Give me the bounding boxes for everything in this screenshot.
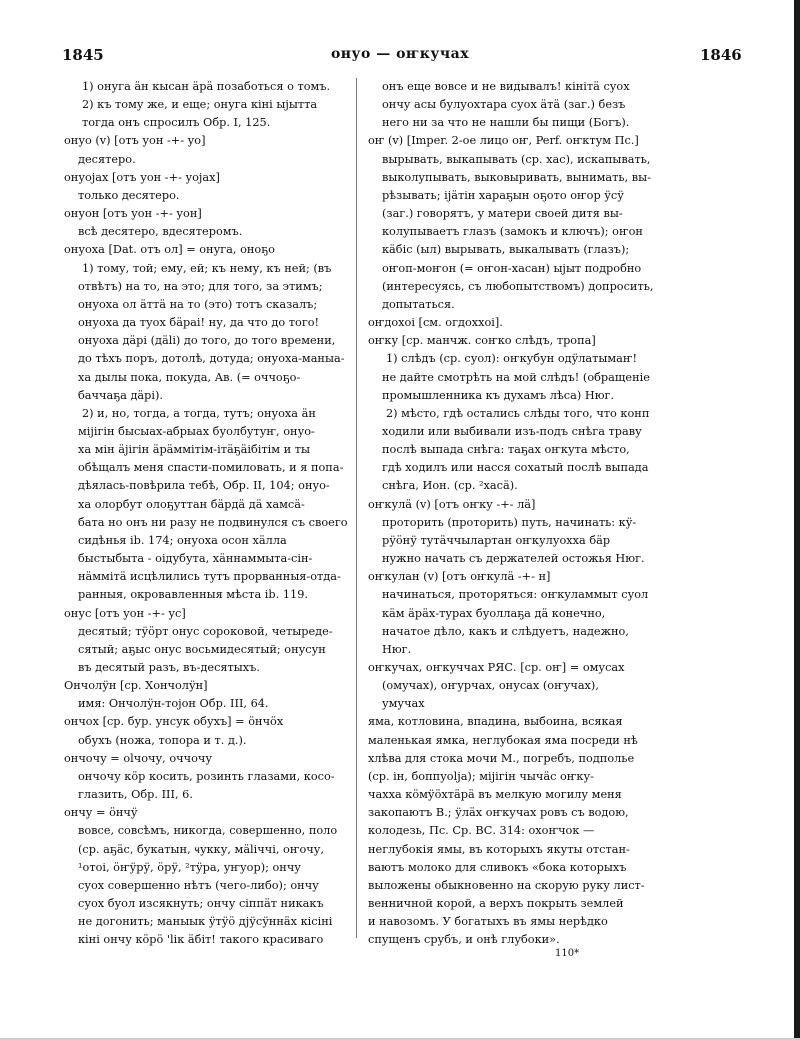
right-column [368, 78, 656, 950]
entry-line: выколупывать, выковыривать, вынимать, вы- [382, 170, 651, 184]
entry-line: обѣщалъ меня спасти-помиловать, и я попа- [78, 461, 344, 475]
entry-line: кӓм ӓрӓх-турах буоллаҕа дӓ конечно, [382, 606, 606, 620]
entry-line: обухъ (ножа, топора и т. д.). [78, 733, 247, 747]
entry-line: ха дылы пока, покуда, Ав. (= оччоҕо- [78, 370, 301, 384]
entry-line: и навозомъ. У богатыхъ въ ямы нерѣдко [368, 915, 608, 929]
left-page-number: 1845 [62, 46, 104, 64]
entry-line: ончочу кӧр косить, розинть глазами, косо- [78, 769, 335, 783]
entry-line: только десятеро. [78, 188, 180, 202]
entry-line: гдѣ ходилъ или насся сохатый послѣ выпада [382, 461, 649, 475]
entry-line: снѣга, Ион. (ср. ²хасӓ). [382, 479, 518, 493]
entry-line: (омучах), оҥурчах, онусах (оҥучах), [382, 679, 599, 693]
entry-line: яма, котловина, впадина, выбоина, всякая [368, 715, 623, 729]
entry-line: оҥ (v) [Imper. 2-ое лицо оҥ, Perf. оҥктум Пс.] [368, 134, 639, 148]
entry-line: ранныя, окровавленныя мѣста ib. 119. [78, 588, 308, 602]
entry-line: суох совершенно нѣтъ (чего-либо); ончу [78, 878, 319, 892]
entry-line: сидѣнья ib. 174; онуоха осон хӓлла [78, 533, 287, 547]
entry-line: ха олорбут олоҕуттан бӓрдӓ дӓ хамсӓ- [78, 497, 305, 511]
entry-line: начатое дѣло, какъ и слѣдуетъ, надежно, [382, 624, 629, 638]
entry-line: онуон [отъ уон -+- уон] [64, 207, 202, 221]
entry-line: ходили или выбивали изъ-подъ снѣга траву [382, 424, 642, 438]
entry-line: оҥдохоі [см. огдоххоі]. [368, 316, 503, 330]
entry-line: маленькая ямка, неглубокая яма посреди нѣ [368, 733, 638, 747]
entry-line: оҥкулан (v) [отъ оҥкулӓ -+- н] [368, 570, 551, 584]
entry-line: (ср. ін, боппуоlја); міјігін чычӓс оҥку- [368, 769, 594, 783]
entry-line: ¹отоі, ӧҥӱрӱ, ӧрӱ, ²тӱра, уҥуор); ончу [78, 860, 301, 874]
entry-line: ончох [ср. бур. унсук обухъ] = ӧнчӧх [64, 715, 284, 729]
entry-line: 2) мѣсто, гдѣ остались слѣды того, что конп [386, 406, 650, 420]
entry-line: бата но онъ ни разу не подвинулся съ своего [78, 515, 348, 529]
entry-line: ончу асы булуохтара суох ӓтӓ (заг.) безъ [382, 98, 626, 112]
entry-line: онуоха да туох бӓраі! ну, да что до того! [78, 316, 320, 330]
entry-line: Нюг. [382, 642, 412, 656]
entry-line: кіні ончу кӧрӧ 'lік ӓбіт! такого красиваго [78, 933, 324, 947]
entry-line: 2) и, но, тогда, а тогда, тутъ; онуоха ӓн [82, 406, 316, 420]
entry-line: проторить (проторить) путь, начинать: кӱ- [382, 515, 637, 529]
entry-line: допытаться. [382, 297, 455, 311]
entry-line: колупываетъ глазъ (замокъ и ключъ); оҥон [382, 225, 643, 239]
entry-line: послѣ выпада снѣга: таҕах оҥкута мѣсто, [382, 443, 630, 457]
entry-line: кӓбіс (ыл) вырывать, выкалывать (глазъ); [382, 243, 630, 257]
entry-line: отвѣтъ) на то, на это; для того, за этимъ; [78, 279, 323, 293]
entry-line: сятый; аҕыс онус восьмидесятый; онусун [78, 642, 326, 656]
entry-line: венничной корой, а верхъ покрыть землей [368, 897, 624, 911]
entry-line: онуојах [отъ уон -+- уојах] [64, 170, 220, 184]
running-title: онуо — оҥкучах [330, 46, 470, 62]
entry-line: глазить, Обр. III, 6. [78, 788, 193, 802]
entry-line: десятый; тӱӧрт онус сороковой, четыреде- [78, 624, 333, 638]
entry-line: онъ еще вовсе и не видывалъ! кінітӓ суох [382, 80, 630, 93]
entry-line: имя: Ончолӱн-тојон Обр. III, 64. [78, 697, 269, 711]
entry-line: баччаҕа дӓрі). [78, 388, 164, 402]
entry-line: спущенъ срубъ, и онѣ глубоки». [368, 933, 560, 947]
entry-line: рӱӧнӱ тутӓччылартан оҥкулуоххa бӓр [382, 533, 611, 547]
entry-line: хлѣва для стока мочи М., погребъ, подполье [368, 751, 635, 765]
entry-line: Ончолӱн [ср. Хончолӱн] [64, 679, 208, 693]
entry-line: суох буол изсякнуть; ончу сіппӓт никакъ [78, 897, 324, 911]
entry-line: до тѣхъ поръ, дотолѣ, дотуда; онуоха-маныа- [78, 352, 345, 366]
entry-line: оҥоп-моҥон (= оҥон-хасан) ыјыт подробно [382, 261, 642, 275]
entry-line: него ни за что не нашли бы пищи (Богъ). [382, 116, 630, 130]
entry-line: оҥкулӓ (v) [отъ оҥку -+- лӓ] [368, 497, 536, 511]
entry-line: (интересуясь, съ любопытствомъ) допросить, [382, 279, 654, 293]
entry-line: 1) слѣдъ (ср. суол): оҥкубун одӱлатымаҥ! [386, 352, 638, 366]
signature-mark: 110* [555, 948, 580, 959]
entry-line: 1) тому, той; ему, ей; къ нему, къ ней; (въ [82, 261, 332, 275]
entry-line: 1) онуга ӓн кысан ӓрӓ позаботься о томъ. [82, 80, 331, 93]
entry-line: ваютъ молоко для сливокъ «бока которыхъ [368, 860, 627, 874]
left-column [64, 78, 354, 950]
entry-line: дѣялась-повѣрила тебѣ, Обр. II, 104; онуо- [78, 479, 330, 493]
entry-line: всѣ десятеро, вдесятеромъ. [78, 225, 243, 239]
entry-line: нужно начать съ держателей остожья Нюг. [382, 552, 645, 566]
entry-line: онуоха ол ӓттӓ на то (это) тотъ сказалъ; [78, 297, 318, 311]
entry-line: оҥку [ср. манчж. соҥко слѣдъ, тропа] [368, 334, 596, 348]
right-page-number: 1846 [700, 46, 742, 64]
entry-line: тогда онъ спросилъ Обр. I, 125. [82, 116, 271, 130]
entry-line: быстыбыта - оідубута, хӓннаммыта-сін- [78, 552, 313, 566]
entry-line: промышленника къ духамъ лѣса) Нюг. [382, 388, 615, 402]
entry-line: начинаться, проторяться: оҥкуламмыт суол [382, 588, 649, 602]
entry-line: ха мін ӓјігін ӓрӓммітім-ітӓҕӓібітім и ты [78, 443, 310, 457]
column-divider [356, 78, 357, 938]
entry-line: вовсе, совсѣмъ, никогда, совершенно, поло [78, 824, 338, 838]
entry-line: рѣзывать; іјӓтін хараҕын оҕото оҥор ӱсӱ [382, 188, 624, 202]
entry-line: нӓммітӓ исцѣлились тутъ прорванныя-отда- [78, 570, 341, 584]
entry-line: въ десятый разъ, въ-десятыхъ. [78, 661, 260, 674]
entry-line: колодезь, Пс. Ср. ВС. 314: охоҥчок — [368, 824, 595, 838]
entry-line: 2) къ тому же, и еще; онуга кіні ыјытта [82, 98, 318, 112]
entry-line: чахха кӧмӱӧхтӓрӓ въ мелкую могилу меня [368, 788, 622, 802]
entry-line: онуо (v) [отъ уон -+- уо] [64, 134, 206, 148]
entry-line: десятеро. [78, 152, 136, 166]
entry-line: онус [отъ уон -+- ус] [64, 606, 186, 620]
entry-line: онуоха [Dat. отъ ол] = онуга, оноҕо [64, 243, 275, 257]
entry-line: ончу = ӧнчӱ [64, 806, 138, 820]
entry-line: (ср. аҕӓс, букатын, ҹукку, мӓlіччі, оҥочу, [78, 842, 324, 856]
entry-line: закопаютъ В.; ӱлӓх оҥкучах ровъ съ водою, [368, 806, 629, 820]
entry-line: ончочу = оlчочу, оччочу [64, 751, 213, 765]
scan-edge-right [794, 0, 800, 1040]
entry-line: (заг.) говорятъ, у матери своей дитя вы- [382, 207, 623, 221]
entry-line: выложены обыкновенно на скорую руку лист- [368, 878, 645, 892]
entry-line: не догонить; маныык ӱтӱӧ дјӱсӱннӓх кісіні [78, 915, 333, 929]
entry-line: онуоха дӓрі (дӓlі) до того, до того времени, [78, 334, 336, 348]
entry-line: не дайте смотрѣть на мой слѣдъ! (обращеніе [382, 370, 650, 384]
entry-line: умучах [382, 697, 425, 711]
entry-line: вырывать, выкапывать (ср. хас), искапывать, [382, 152, 651, 166]
entry-line: оҥкучах, оҥкуччах РЯС. [ср. оҥ] = омусах [368, 661, 625, 674]
entry-line: міјігін бысыах-абрыах буолбутуҥ, онуо- [78, 424, 315, 438]
entry-line: неглубокія ямы, въ которыхъ якуты отстан- [368, 842, 630, 856]
